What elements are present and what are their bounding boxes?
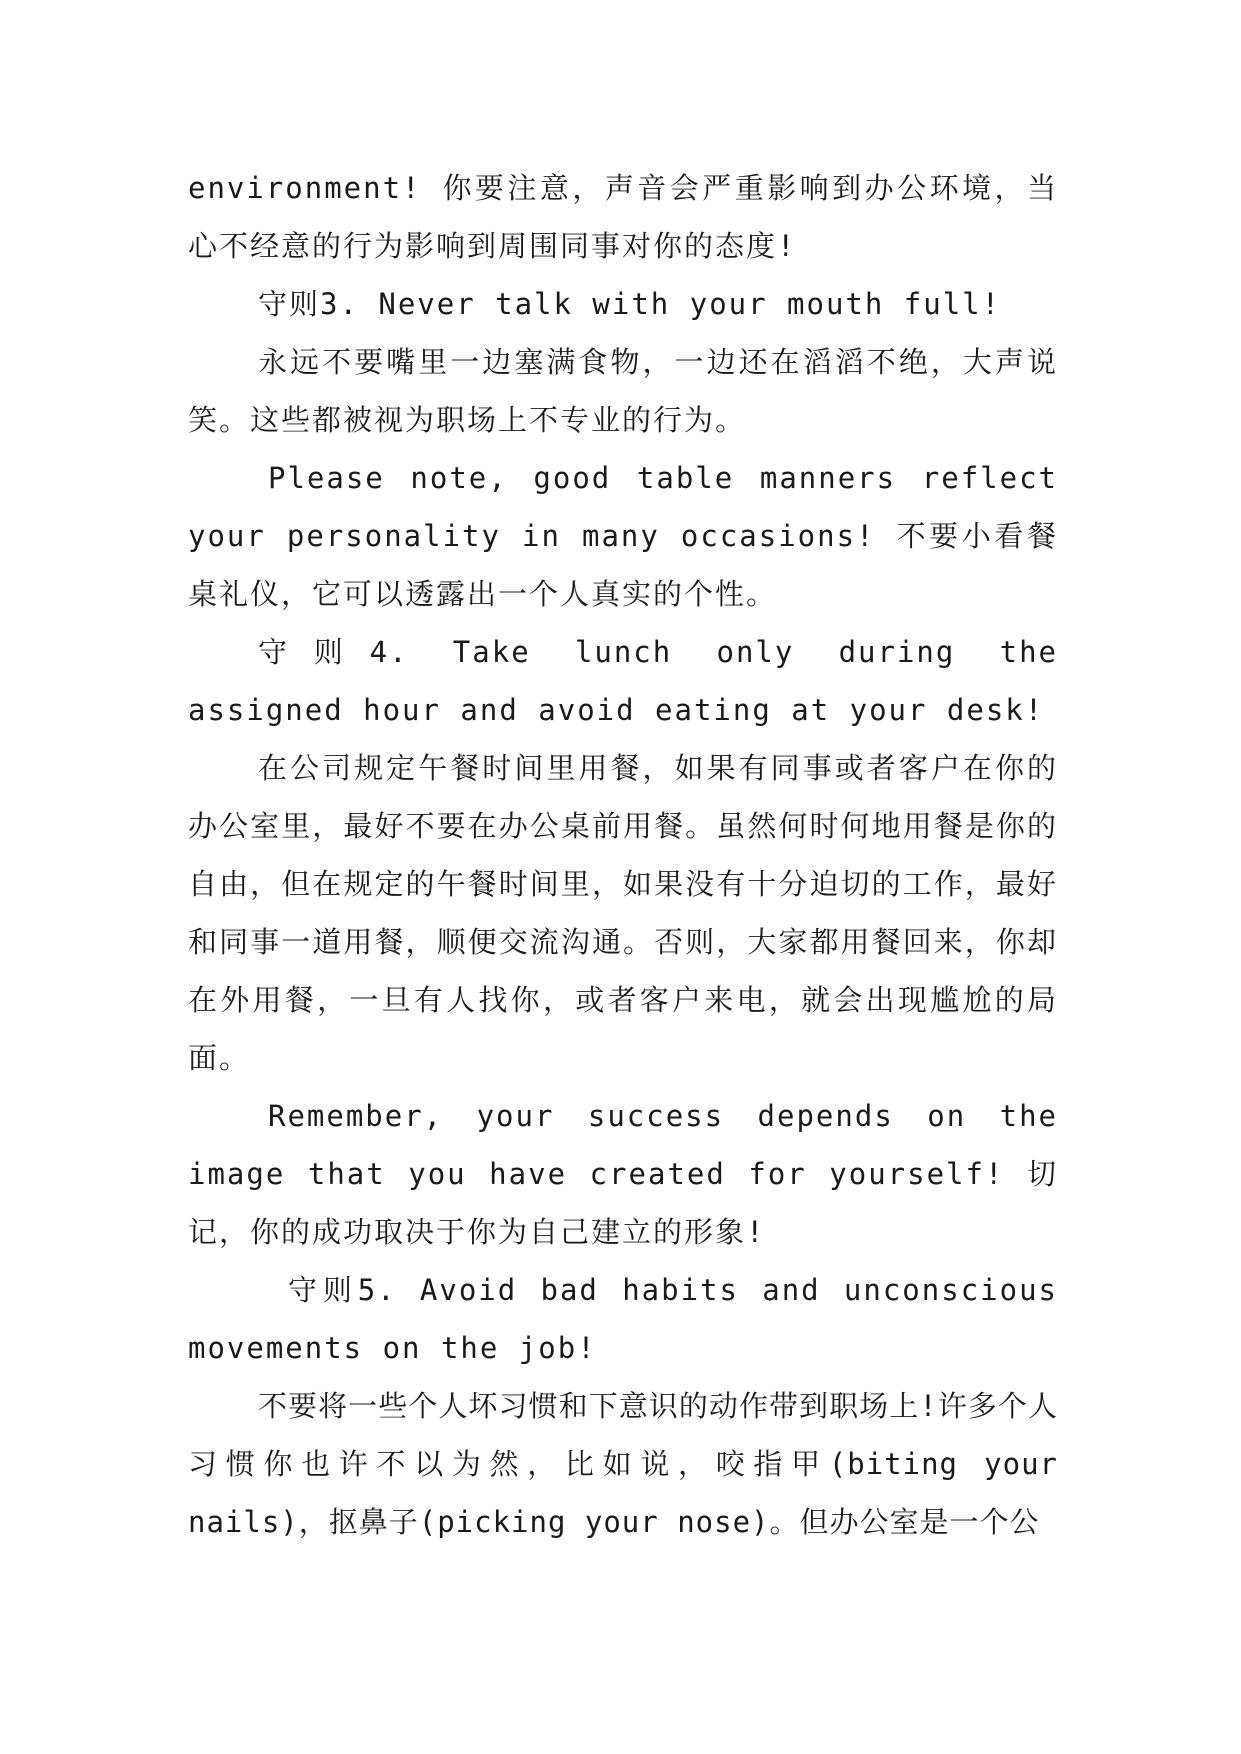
paragraph-rule-5-explanation: 不要将一些个人坏习惯和下意识的动作带到职场上!许多个人习惯你也许不以为然，比如说，咬指甲(biting your nails)，抠鼻子(picking your nose)。但办公室是一个公 xyxy=(188,1389,1058,1539)
paragraph-success-image: Remember, your success depends on the image that you have created for yourself! 切记，你的成功取决于你为自己建立的形象! xyxy=(188,1099,1058,1249)
paragraph-continuation: environment! 你要注意，声音会严重影响到办公环境，当心不经意的行为影响到周围同事对你的态度! xyxy=(188,171,1058,263)
paragraph-rule-3-explanation: 永远不要嘴里一边塞满食物，一边还在滔滔不绝，大声说笑。这些都被视为职场上不专业的行为。 xyxy=(188,345,1058,437)
document-page xyxy=(188,159,1058,1551)
rule-3-heading: 守则3. Never talk with your mouth full! xyxy=(258,287,1002,321)
rule-5-heading: 守则5. Avoid bad habits and unconscious movements on the job! xyxy=(188,1273,1058,1365)
paragraph-table-manners: Please note, good table manners reflect your personality in many occasions! 不要小看餐桌礼仪，它可以透露出一个人真实的个性。 xyxy=(188,461,1058,611)
paragraph-rule-4-explanation: 在公司规定午餐时间里用餐，如果有同事或者客户在你的办公室里，最好不要在办公桌前用餐。虽然何时何地用餐是你的自由，但在规定的午餐时间里，如果没有十分迫切的工作，最好和同事一道用餐，顺便交流沟通。否则，大家都用餐回来，你却在外用餐，一旦有人找你，或者客户来电，就会出现尴尬的局面。 xyxy=(188,751,1058,1075)
rule-4-heading: 守则4. Take lunch only during the assigned hour and avoid eating at your desk! xyxy=(188,635,1058,727)
